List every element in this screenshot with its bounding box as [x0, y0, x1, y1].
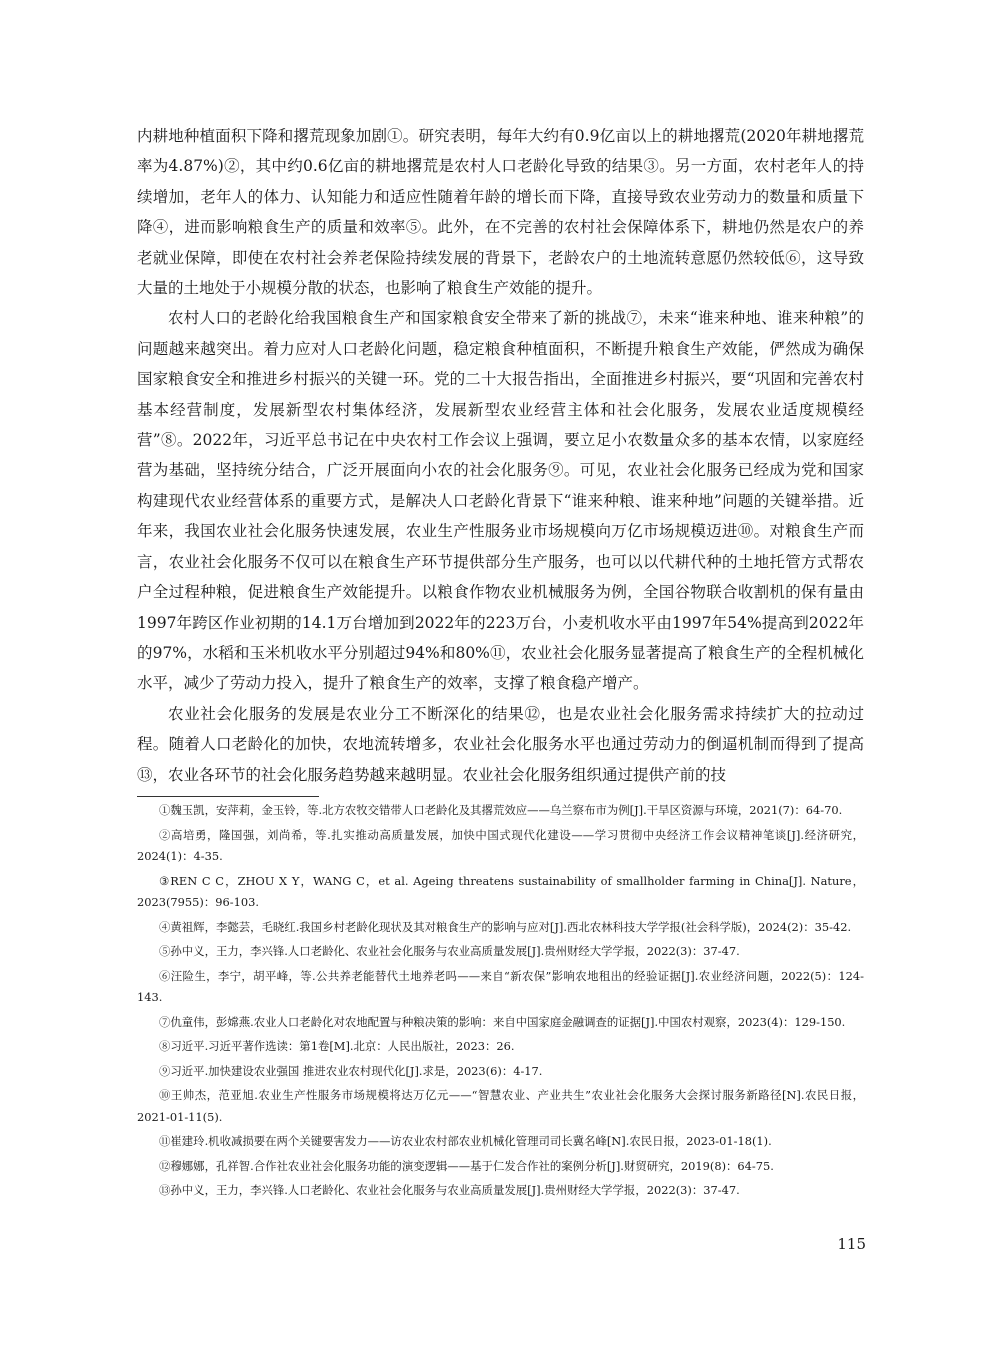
footnote: ③REN C C，ZHOU X Y，WANG C，et al. Ageing threatens sustainability of smallholder farming in China[J]. Nature，2023(7955)：96-103. — [137, 873, 864, 909]
page-number: 115 — [837, 1235, 866, 1253]
footnote: ⑦仇童伟，彭嫦燕.农业人口老龄化对农地配置与种粮决策的影响：来自中国家庭金融调查的证据[J].中国农村观察，2023(4)：129-150. — [159, 1014, 846, 1029]
footnote: ⑩王帅杰，范亚旭.农业生产性服务市场规模将达万亿元——“智慧农业、产业共生”农业社会化服务大会探讨服务新路径[N].农民日报，2021-01-11(5). — [137, 1088, 864, 1124]
footnote: ⑨习近平.加快建设农业强国 推进农业农村现代化[J].求是，2023(6)：4-17. — [159, 1063, 543, 1078]
paragraph: 农村人口的老龄化给我国粮食生产和国家粮食安全带来了新的挑战⑦，未来“谁来种地、谁来种粮”的问题越来越突出。着力应对人口老龄化问题，稳定粮食种植面积，不断提升粮食生产效能，俨然成为确保国家粮食安全和推进乡村振兴的关键一环。党的二十大报告指出，全面推进乡村振兴，要“巩固和完善农村基本经营制度，发展新型农村集体经济，发展新型农业经营主体和社会化服务，发展农业适度规模经营”⑧。2022年，习近平总书记在中央农村工作会议上强调，要立足小农数量众多的基本农情，以家庭经营为基础，坚持统分结合，广泛开展面向小农的社会化服务⑨。可见，农业社会化服务已经成为党和国家构建现代农业经营体系的重要方式，是解决人口老龄化背景下“谁来种粮、谁来种地”问题的关键举措。近年来，我国农业社会化服务快速发展，农业生产性服务业市场规模向万亿市场规模迈进⑩。对粮食生产而言，农业社会化服务不仅可以在粮食生产环节提供部分生产服务，也可以以代耕代种的土地托管方式帮农户全过程种粮，促进粮食生产效能提升。以粮食作物农业机械服务为例，全国谷物联合收割机的保有量由1997年跨区作业初期的14.1万台增加到2022年的223万台，小麦机收水平由1997年54%提高到2022年的97%，水稻和玉米机收水平分别超过94%和80%⑪，农业社会化服务显著提高了粮食生产的全程机械化水平，减少了劳动力投入，提升了粮食生产的效率，支撑了粮食稳产增产。 — [137, 309, 864, 693]
body-text — [137, 121, 864, 790]
footnote: ①魏玉凯，安萍莉，金玉铃，等.北方农牧交错带人口老龄化及其撂荒效应——乌兰察布市为例[J].干旱区资源与环境，2021(7)：64-70. — [159, 803, 843, 817]
footnote: ⑫穆娜娜，孔祥智.合作社农业社会化服务功能的演变逻辑——基于仁发合作社的案例分析[J].财贸研究，2019(8)：64-75. — [159, 1158, 774, 1173]
footnotes — [137, 800, 864, 1205]
footnote-divider — [137, 796, 319, 797]
footnote: ④黄祖辉，李懿芸，毛晓红.我国乡村老龄化现状及其对粮食生产的影响与应对[J].西北农林科技大学学报(社会科学版)，2024(2)：35-42. — [159, 919, 852, 934]
footnote: ⑥汪险生，李宁，胡平峰，等.公共养老能替代土地养老吗——来自“新农保”影响农地租出的经验证据[J].农业经济问题，2022(5)：124-143. — [137, 968, 864, 1004]
footnote: ⑤孙中义，王力，李兴锋.人口老龄化、农业社会化服务与农业高质量发展[J].贵州财经大学学报，2022(3)：37-47. — [159, 944, 740, 958]
footnote: ⑧习近平.习近平著作选读：第1卷[M].北京：人民出版社，2023：26. — [159, 1039, 515, 1053]
paragraph: 农业社会化服务的发展是农业分工不断深化的结果⑫，也是农业社会化服务需求持续扩大的拉动过程。随着人口老龄化的加快，农地流转增多，农业社会化服务水平也通过劳动力的倒逼机制而得到了提高⑬，农业各环节的社会化服务趋势越来越明显。农业社会化服务组织通过提供产前的技 — [137, 704, 864, 784]
paragraph-continued: 内耕地种植面积下降和撂荒现象加剧①。研究表明，每年大约有0.9亿亩以上的耕地撂荒(2020年耕地撂荒率为4.87%)②，其中约0.6亿亩的耕地撂荒是农村人口老龄化导致的结果③。另一方面，农村老年人的持续增加，老年人的体力、认知能力和适应性随着年龄的增长而下降，直接导致农业劳动力的数量和质量下降④，进而影响粮食生产的质量和效率⑤。此外，在不完善的农村社会保障体系下，耕地仍然是农户的养老就业保障，即使在农村社会养老保险持续发展的背景下，老龄农户的土地流转意愿仍然较低⑥，这导致大量的土地处于小规模分散的状态，也影响了粮食生产效能的提升。 — [137, 127, 864, 298]
footnote: ⑬孙中义，王力，李兴锋.人口老龄化、农业社会化服务与农业高质量发展[J].贵州财经大学学报，2022(3)：37-47. — [159, 1183, 740, 1197]
footnote: ②高培勇，隆国强，刘尚希，等.扎实推动高质量发展，加快中国式现代化建设——学习贯彻中央经济工作会议精神笔谈[J].经济研究，2024(1)：4-35. — [137, 827, 864, 863]
footnote: ⑪崔建玲.机收减损要在两个关键要害发力——访农业农村部农业机械化管理司司长冀名峰[N].农民日报，2023-01-18(1). — [159, 1134, 772, 1148]
